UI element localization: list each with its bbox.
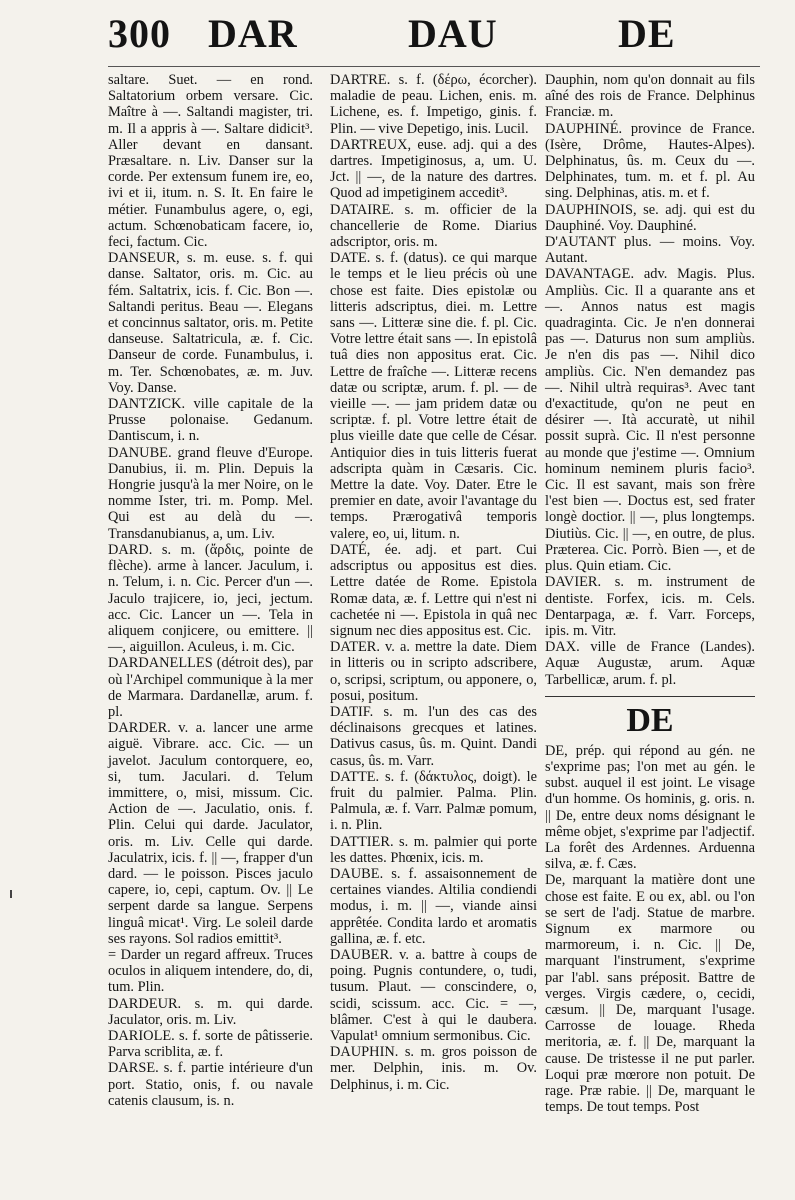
- column-1: [108, 72, 313, 1109]
- running-head-left: DAR: [208, 11, 298, 56]
- dictionary-entry: DARIOLE. s. f. sorte de pâtisserie. Parva scriblita, æ. f.: [108, 1027, 313, 1061]
- dictionary-entry: DATTIER. s. m. palmier qui porte les dattes. Phœnix, icis. m.: [330, 833, 537, 866]
- dictionary-entry: saltare. Suet. — en rond. Saltatorium orbem versare. Cic. Maître à —. Saltandi magister, tri. m. Il a appris à —. Saltare didicit³. Aller devant en dansant. Præsaltare. n. Liv. Danser sur la corde. Per extensum funem ire, eo, ivi et ii, itum. n. S. It. En faire le métier. Funambulus agere, o, egi, actum. Schœnobaticam facere, io, feci, factum. Cic.: [108, 72, 313, 251]
- running-head-center: DAU: [408, 11, 498, 56]
- dictionary-entry: DAUBE. s. f. assaisonnement de certaines viandes. Altilia condiendi modus, i. m. || —, viande ainsi apprêtée. Condita lardo et aromatis gallina, æ. f. etc.: [330, 865, 537, 947]
- dictionary-entry: DAUPHINOIS, se. adj. qui est du Dauphiné. Voy. Dauphiné.: [545, 201, 755, 234]
- dictionary-entry: Dauphin, nom qu'on donnait au fils aîné des rois de France. Delphinus Franciæ. m.: [545, 72, 755, 121]
- dictionary-entry: DARDEUR. s. m. qui darde. Jaculator, oris. m. Liv.: [108, 995, 313, 1028]
- dictionary-entry: DAUPHIN. s. m. gros poisson de mer. Delphin, inis. m. Ov. Delphinus, i. m. Cic.: [330, 1044, 537, 1093]
- dictionary-entry: DATE. s. f. (datus). ce qui marque le temps et le lieu précis où une chose est faite. Dies epistolæ ou litteris adscriptus, diei. m. Lettre sans —. Litteræ sine die. f. pl. Cic. Votre lettre était sans —. In epistolâ tuâ dies non appositus erat. Cic. Lettre de fraîche —. Litteræ recens datæ ou scriptæ, arum. f. pl. — de vieille —. — jam pridem datæ ou scriptæ. f. pl. Votre lettre était de plus vieille date que celle de César. Antiquior dies in tuis litteris fuerat adscripta quàm in Cæsaris. Cic. Mettre la date. Voy. Dater. Etre le premier en date, avoir l'avantage du temps. Prærogativâ temporis valere, eo, ui, litum. n.: [330, 250, 537, 542]
- section-heading: DE: [545, 696, 755, 739]
- dictionary-entry: DATÉ, ée. adj. et part. Cui adscriptus ou appositus est dies. Lettre datée de Rome. Epistola Romæ data, æ. f. Lettre qui n'est ni cachetée ni —. Epistola in quâ nec signum nec dies appositus est. Cic.: [330, 541, 537, 639]
- dictionary-entry: DATIF. s. m. l'un des cas des déclinaisons grecques et latines. Dativus casus, ûs. m. Quint. Dandi casus, ûs. m. Varr.: [330, 703, 537, 769]
- running-head-right: DE: [618, 11, 676, 56]
- dictionary-entry: DANSEUR, s. m. euse. s. f. qui danse. Saltator, oris. m. Cic. au fém. Saltatrix, icis. f. Cic. Bon —. Saltandi peritus. Beau —. Elegans et concinnus saltator, oris. m. Petite danseuse. Saltatricula, æ. f. Cic. Danseur de corde. Funambulus, i. m. Ter. Schœnobates, æ. m. Juv. Voy. Danse.: [108, 250, 313, 396]
- dictionary-entry: DARSE. s. f. partie intérieure d'un port. Statio, onis, f. ou navale catenis clausum, is. n.: [108, 1060, 313, 1109]
- dictionary-entry: DARDANELLES (détroit des), par où l'Archipel communique à la mer de Marmara. Dardanellæ, arum. f. pl.: [108, 655, 313, 720]
- page-number: 300: [108, 11, 171, 56]
- dictionary-entry: DAUBER. v. a. battre à coups de poing. Pugnis contundere, o, tudi, tusum. Plaut. — conscindere, o, scidi, scissum. acc. Cic. = —, blâmer. C'est à qui le daubera. Vapulat¹ omnium sermonibus. Cic.: [330, 946, 537, 1044]
- dictionary-entry: D'AUTANT plus. — moins. Voy. Autant.: [545, 234, 755, 267]
- header-rule: [108, 66, 760, 67]
- column-3: [545, 72, 755, 1115]
- column-2: [330, 72, 537, 1093]
- dictionary-entry: DARTRE. s. f. (δέρω, écorcher). maladie de peau. Lichen, enis. m. Lichene, es. f. Impetigo, ginis. f. Plin. — vive Depetigo, inis. Lucil.: [330, 72, 537, 137]
- dictionary-entry: = Darder un regard affreux. Truces oculos in aliquem intendere, do, di, tum. Plin.: [108, 946, 313, 996]
- dictionary-entry: DATER. v. a. mettre la date. Diem in litteris ou in scripto adscribere, o, scripsi, scriptum, ou apponere, o, posui, positum.: [330, 639, 537, 704]
- dictionary-entry: DE, prép. qui répond au gén. ne s'exprime pas; l'on met au gén. le subst. auquel il est joint. Le visage d'un homme. Os hominis, g. oris. n. || De, entre deux noms désignant le même objet, s'exprime par l'adjectif. La forêt des Ardennes. Arduenna silva, æ. f. Cæs.: [545, 742, 755, 873]
- dictionary-entry: DATTE. s. f. (δάκτυλος, doigt). le fruit du palmier. Palma. Plin. Palmula, æ. f. Varr. Palmæ pomum, i. n. Plin.: [330, 768, 537, 834]
- dictionary-entry: DARD. s. m. (ἄρδις, pointe de flèche). arme à lancer. Jaculum, i. n. Telum, i. n. Cic. Percer d'un —. Jaculo trajicere, io, jeci, jectum. acc. Cic. Lancer un —. Tela in aliquem conjicere, ou emittere. || —, aiguillon. Aculeus, i. m. Cic.: [108, 541, 313, 656]
- dictionary-entry: DATAIRE. s. m. officier de la chancellerie de Rome. Diarius adscriptor, oris. m.: [330, 201, 537, 251]
- dictionary-entry: DANTZICK. ville capitale de la Prusse polonaise. Gedanum. Dantiscum, i. n.: [108, 396, 313, 445]
- dictionary-entry: DAUPHINÉ. province de France. (Isère, Drôme, Hautes-Alpes). Delphinatus, ûs. m. Ceux du —. Delphinates, tum. m. et f. pl. Au sing. Delphinas, atis. m. et f.: [545, 120, 755, 202]
- dictionary-entry: DAX. ville de France (Landes). Aquæ Augustæ, arum. Aquæ Tarbellicæ, arum. f. pl.: [545, 639, 755, 688]
- scan-mark: [10, 890, 12, 898]
- dictionary-entry: DANUBE. grand fleuve d'Europe. Danubius, ii. m. Plin. Depuis la Hongrie jusqu'à la mer Noire, on le nomme Ister, tri. m. Pomp. Mel. Qui est au delà du —. Transdanubianus, a, um. Liv.: [108, 444, 313, 542]
- dictionary-entry: DARDER. v. a. lancer une arme aiguë. Vibrare. acc. Cic. — un javelot. Jaculum contorquere, eo, si, tum. Jaculari. d. Telum immittere, o, misi, missum. Cic. Action de —. Jaculatio, onis. f. Plin. Celui qui darde. Jaculator, oris. m. Liv. Celle qui darde. Jaculatrix, icis. f. || —, frapper d'un dard. — le poisson. Pisces jaculo capere, io, cepi, captum. Ov. || Le serpent darde sa langue. Serpens linguâ micat¹. Virg. Le soleil darde ses rayons. Sol radios emittit³.: [108, 720, 313, 947]
- dictionary-entry: DARTREUX, euse. adj. qui a des dartres. Impetiginosus, a, um. U. Jct. || —, de la nature des dartres. Quod ad impetiginem accedit³.: [330, 136, 537, 202]
- dictionary-entry: DAVANTAGE. adv. Magis. Plus. Ampliùs. Cic. Il a quarante ans et —. Annos natus est magis quadraginta. Cic. Je n'en donnerai pas —. Daturus non sum ampliùs. Je n'en dis pas —. Nihil dico ampliùs. Cic. N'en demandez pas —. Nihil ultrà requiras³. Avec tant d'exactitude, qu'on ne peut en désirer —. Ità accuratè, ut nihil possit suprà. Cic. Il n'est personne au monde que j'estime —. Omnium hominum neminem pluris facio³. Cic. Il est savant, mais son frère l'est bien —. Doctus est, sed frater longè doctior. || —, plus longtemps. Diutiùs. Cic. || —, en outre, de plus. Præterea. Cic. Porrò. Bien —, et de plus. Quin etiam. Cic.: [545, 266, 755, 575]
- dictionary-entry: De, marquant la matière dont une chose est faite. E ou ex, abl. ou l'on se sert de l'adj. Statue de marbre. Signum ex marmore ou marmoreum, i. n. Cic. || De, marquant l'instrument, s'exprime par l'abl. sans préposit. Battre de verges. Virgis cædere, o, cecidi, cæsum. || De, marquant l'usage. Carrosse de louage. Rheda meritoria, æ. f. || De, marquant la cause. De tristesse il ne put parler. Loqui præ mœrore non potuit. De rage. Præ rabie. || De, marquant le temps. De tout temps. Post: [545, 872, 755, 1116]
- dictionary-entry: DAVIER. s. m. instrument de dentiste. Forfex, icis. m. Cels. Dentarpaga, æ. f. Varr. Forceps, ipis. m. Vitr.: [545, 574, 755, 639]
